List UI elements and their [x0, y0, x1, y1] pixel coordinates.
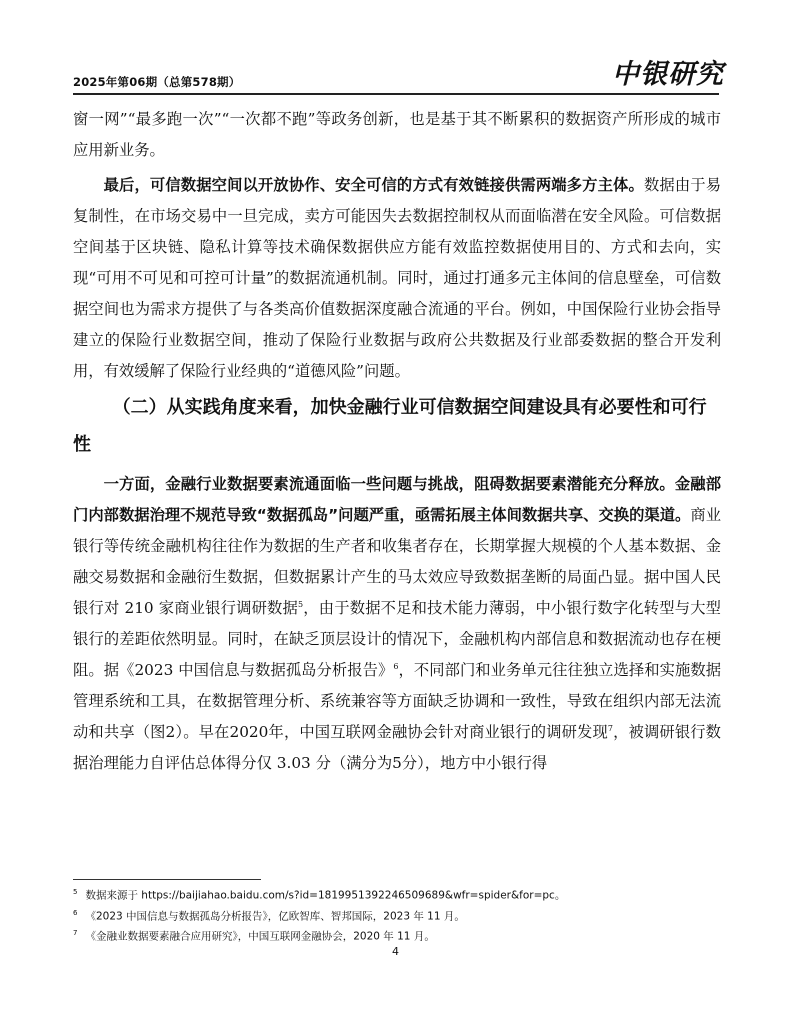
- paragraph-3: [73, 469, 721, 779]
- paragraph-3-text-b: ，由于数据不足和技术能力薄弱，中小银行数字化转型与大型银行的差距依然明显。同时，在缺乏顶层设计的情况下，金融机构内部信息和数据流动也存在梗阻。据《2023 中国信息与数据孤岛分析报告》: [73, 599, 721, 679]
- footnote-7-text: 《金融业数据要素融合应用研究》，中国互联网金融协会，2020 年 11 月。: [85, 930, 435, 943]
- paragraph-2-lead: 最后，可信数据空间以开放协作、安全可信的方式有效链接供需两端多方主体。: [103, 176, 644, 194]
- footnote-5-text: 数据来源于 https://baijiahao.baidu.com/s?id=1819951392246509689&wfr=spider&for=pc。: [85, 889, 566, 902]
- paragraph-1: 窗一网”“最多跑一次”“一次都不跑”等政务创新，也是基于其不断累积的数据资产所形成的城市应用新业务。: [73, 110, 721, 159]
- footnote-6: $^6$ 《2023 中国信息与数据孤岛分析报告》，亿欧智库、智邦国际，2023 年 11 月。: [73, 908, 465, 922]
- footnote-7: $^7$ 《金融业数据要素融合应用研究》，中国互联网金融协会，2020 年 11 月。: [73, 929, 435, 943]
- paragraph-3-text-a: 商业银行等传统金融机构往往作为数据的生产者和收集者存在，长期掌握大规模的个人基本数据、金融交易数据和金融衍生数据，但数据累计产生的马太效应导致数据垄断的局面凸显。据中国人民银行对 210 家商业银行调研数据: [73, 506, 721, 617]
- paragraph-3-text-c: ，不同部门和业务单元往往独立选择和实施数据管理系统和工具，在数据管理分析、系统兼容等方面缺乏协调和一致性，导致在组织内部无法流动和共享（图2）。早在2020年，中国互联网金融协会针对商业银行的调研发现: [73, 661, 721, 741]
- paragraph-2: [73, 170, 721, 387]
- section-heading: （二）从实践角度来看，加快金融行业可信数据空间建设具有必要性和可行性: [73, 397, 707, 455]
- footnotes: [73, 884, 723, 946]
- page-number: 4: [392, 945, 399, 958]
- paragraph-3-text-d: ，被调研银行数据治理能力自评估总体得分仅 3.03 分（满分为5分），地方中小银行得: [73, 723, 721, 772]
- footnote-6-text: 《2023 中国信息与数据孤岛分析报告》，亿欧智库、智邦国际，2023 年 11 月。: [85, 910, 465, 922]
- article-body: [73, 104, 721, 779]
- footnote-ref-5[interactable]: 5: [298, 599, 304, 609]
- footnote-ref-6[interactable]: 6: [393, 661, 399, 671]
- issue-label: 2025年第06期（总第578期）: [73, 75, 241, 89]
- paragraph-3-lead: 一方面，金融行业数据要素流通面临一些问题与挑战，阻碍数据要素潜能充分释放。金融部门内部数据治理不规范导致“数据孤岛”问题严重，亟需拓展主体间数据共享、交换的渠道。: [73, 475, 721, 524]
- footnote-ref-7[interactable]: 7: [607, 723, 613, 733]
- footnote-rule: [73, 879, 261, 880]
- footnote-5: $^5$ 数据来源于 https://baijiahao.baidu.com/s?id=1819951392246509689&wfr=spider&for=pc。: [73, 888, 566, 902]
- header-rule: [73, 93, 719, 95]
- publication-logo: 中银研究: [612, 59, 724, 90]
- paragraph-2-text: 数据由于易复制性，在市场交易中一旦完成，卖方可能因失去数据控制权从而面临潜在安全风险。可信数据空间基于区块链、隐私计算等技术确保数据供应方能有效监控数据使用目的、方式和去向，实现“可用不可见和可控可计量”的数据流通机制。同时，通过打通多元主体间的信息壁垒，可信数据空间也为需求方提供了与各类高价值数据深度融合流通的平台。例如，中国保险行业协会指导建立的保险行业数据空间，推动了保险行业数据与政府公共数据及行业部委数据的整合开发利用，有效缓解了保险行业经典的“道德风险”问题。: [73, 176, 721, 380]
